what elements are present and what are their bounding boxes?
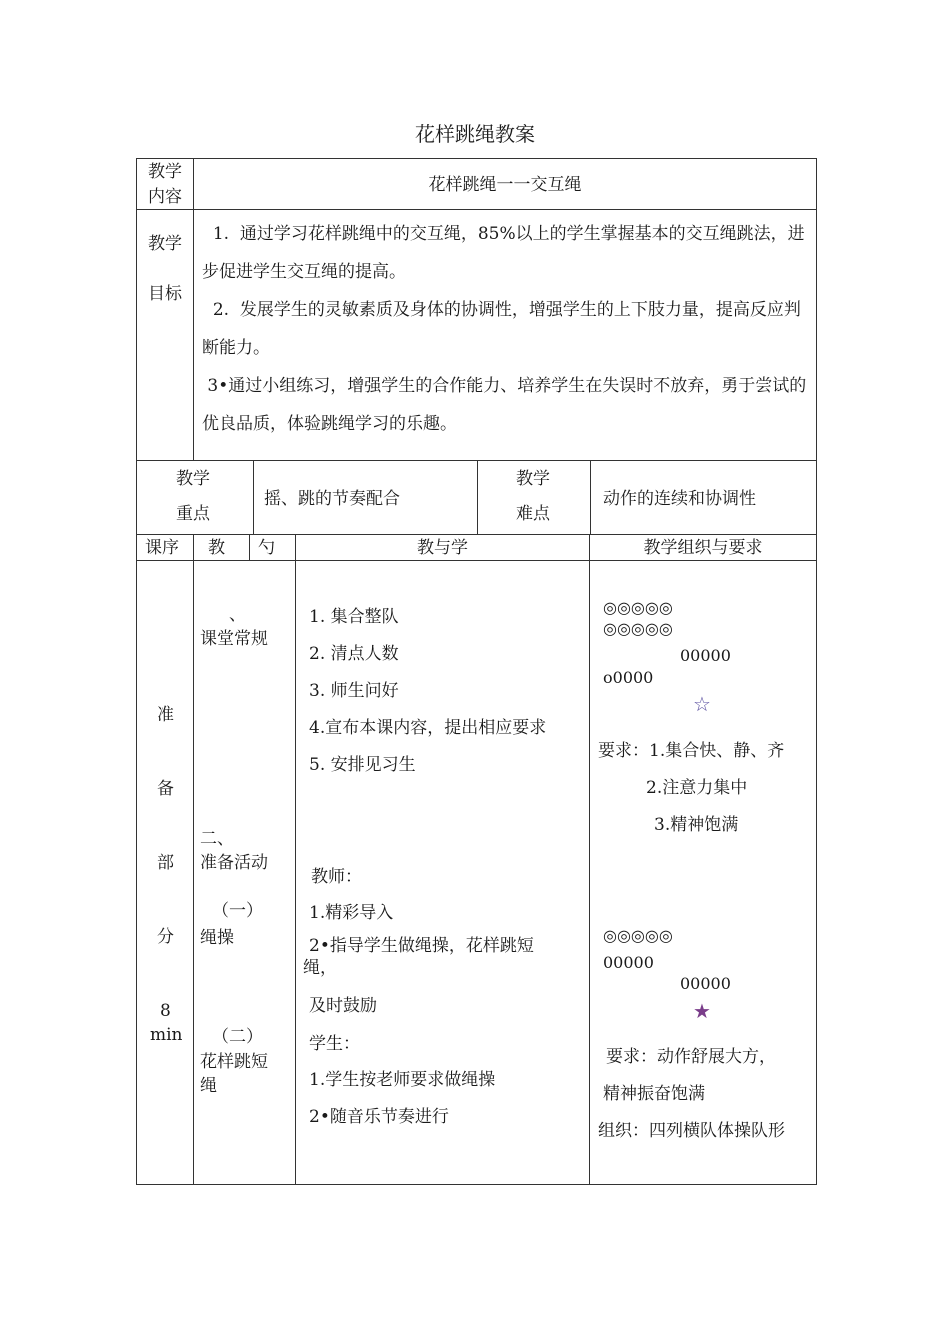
content-label-2: 内容: [148, 187, 182, 207]
sub2-label-a: 花样跳短: [200, 1052, 268, 1072]
routine-item-4: 4.宣布本课内容，提出相应要求: [309, 718, 547, 738]
key-value: 摇、跳的节奏配合: [264, 489, 400, 509]
routine-item-5: 5. 安排见习生: [309, 755, 416, 775]
requirement1-line-3: 3.精神饱满: [654, 815, 739, 835]
content-value: 花样跳绳一一交互绳: [428, 175, 582, 195]
formation1-row-2: ◎◎◎◎◎: [603, 619, 673, 638]
key-label-2: 重点: [176, 504, 210, 524]
formation2-row-1: ◎◎◎◎◎: [603, 926, 673, 945]
goal-2: 2. 发展学生的灵敏素质及身体的协调性，增强学生的上下肢力量，提高反应判断能力。: [202, 300, 801, 358]
section-char-2: 备: [157, 779, 174, 799]
key-label-1: 教学: [176, 469, 210, 489]
goal-3: 3•通过小组练习，增强学生的合作能力、培养学生在失误时不放弃，勇于尝试的优良品质，体验跳绳学习的乐趣。: [202, 376, 807, 434]
item1-label: 课堂常规: [200, 629, 268, 649]
routine-item-1: 1. 集合整队: [309, 607, 399, 627]
teacher-position-star-outline: ☆: [693, 692, 711, 716]
formation2-row-3: 00000: [680, 974, 731, 993]
col-header-teach: 教: [208, 538, 225, 558]
sub2-label-b: 绳: [200, 1076, 217, 1096]
teacher-item-3: 及时鼓励: [309, 996, 377, 1016]
formation1-row-1: ◎◎◎◎◎: [603, 598, 673, 617]
col-header-organization: 教学组织与要求: [643, 538, 763, 558]
student-label: 学生：: [309, 1034, 360, 1054]
difficulty-value: 动作的连续和协调性: [603, 489, 756, 509]
section-char-3: 部: [157, 853, 174, 873]
formation2-row-2: 00000: [603, 953, 654, 972]
goal-label-1: 教学: [148, 234, 182, 254]
requirement2-line-2: 精神振奋饱满: [603, 1084, 705, 1104]
goal-label-2: 目标: [148, 284, 182, 304]
requirement1-line-1: 要求：1.集合快、静、齐: [598, 741, 785, 761]
col-header-teaching: 教与学: [417, 538, 468, 558]
organization-note: 组织：四列横队体操队形: [598, 1121, 785, 1141]
teacher-item-2: 2•指导学生做绳操，花样跳短: [309, 936, 534, 956]
student-item-2: 2•随音乐节奏进行: [309, 1107, 449, 1127]
goal-1: 1. 通过学习花样跳绳中的交互绳，85%以上的学生掌握基本的交互绳跳法，进步促进学生交互绳的提高。: [202, 224, 805, 282]
section-char-1: 准: [157, 705, 174, 725]
teacher-position-star-filled: ★: [693, 999, 711, 1023]
section-time-unit: min: [150, 1025, 183, 1045]
teacher-item-1: 1.精彩导入: [309, 903, 394, 923]
routine-item-2: 2. 清点人数: [309, 644, 399, 664]
item1-mark: 、: [229, 605, 246, 625]
requirement1-line-2: 2.注意力集中: [646, 778, 748, 798]
formation1-row-4: o0000: [603, 668, 654, 687]
formation1-row-3: 00000: [680, 646, 731, 665]
requirement2-line-1: 要求：动作舒展大方，: [606, 1047, 776, 1067]
sub1-label: 绳操: [200, 928, 234, 948]
section-char-4: 分: [157, 927, 174, 947]
col-header-spoon: 勺: [258, 538, 275, 558]
item2-mark: 二、: [200, 829, 234, 849]
routine-item-3: 3. 师生问好: [309, 681, 399, 701]
item2-label: 准备活动: [200, 853, 268, 873]
difficulty-label-1: 教学: [516, 469, 550, 489]
teacher-label: 教师：: [311, 867, 362, 887]
difficulty-label-2: 难点: [516, 504, 550, 524]
document-title: 花样跳绳教案: [415, 122, 535, 146]
student-item-1: 1.学生按老师要求做绳操: [309, 1070, 496, 1090]
sub2-mark: （二）: [212, 1027, 263, 1047]
content-label-1: 教学: [148, 162, 182, 182]
section-time: 8: [160, 1001, 171, 1021]
sub1-mark: （一）: [212, 901, 263, 921]
col-header-order: 课序: [145, 538, 179, 558]
teacher-item-2-cont: 绳，: [303, 958, 337, 978]
